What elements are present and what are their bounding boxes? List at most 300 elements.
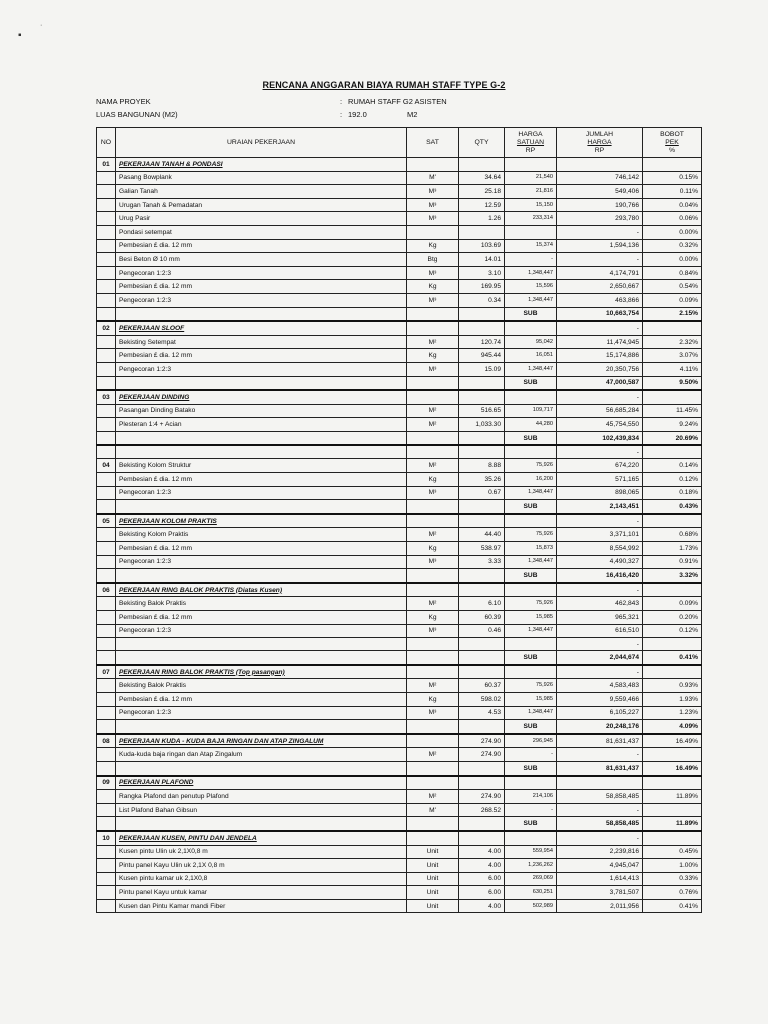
cell-harga: 15,150 bbox=[505, 198, 557, 212]
table-row bbox=[97, 253, 702, 267]
cell-harga: 15,374 bbox=[505, 239, 557, 253]
cell-no bbox=[97, 266, 116, 280]
cell-jumlah: 9,559,466 bbox=[557, 692, 643, 706]
cell-uraian: Pembesian £ dia. 12 mm bbox=[116, 542, 407, 556]
cell-bobot: 0.00% bbox=[643, 225, 702, 239]
scan-speck: ▪ bbox=[18, 30, 22, 41]
cell-qty: 274.90 bbox=[459, 748, 505, 762]
subtotal-row bbox=[97, 500, 702, 514]
subtotal-jumlah: 20,248,176 bbox=[557, 720, 643, 734]
cell-bobot: 1.73% bbox=[643, 542, 702, 556]
table-row bbox=[97, 803, 702, 817]
cell-jumlah: 4,945,047 bbox=[557, 859, 643, 873]
cell-qty: 44.40 bbox=[459, 528, 505, 542]
header-line: % bbox=[668, 146, 676, 154]
subtotal-label: SUB bbox=[505, 500, 557, 514]
cell-jumlah: 674,220 bbox=[557, 459, 643, 473]
cell-qty: 34.64 bbox=[459, 171, 505, 185]
cell-uraian: Pondasi setempat bbox=[116, 225, 407, 239]
cell-sat bbox=[407, 583, 459, 597]
cell-no: 02 bbox=[97, 321, 116, 335]
cell-uraian: Galian Tanah bbox=[116, 185, 407, 199]
cell-harga: 75,926 bbox=[505, 679, 557, 693]
cell-no bbox=[97, 859, 116, 873]
cell-harga: 502,989 bbox=[505, 899, 557, 913]
cell-uraian: PEKERJAAN KOLOM PRAKTIS bbox=[116, 514, 407, 528]
cell-uraian bbox=[116, 500, 407, 514]
cell-bobot: 0.33% bbox=[643, 872, 702, 886]
cell-empty bbox=[97, 638, 116, 651]
cell-qty: 3.33 bbox=[459, 555, 505, 569]
cell-qty: 0.67 bbox=[459, 486, 505, 500]
cell-uraian: Pengecoran 1:2:3 bbox=[116, 362, 407, 376]
cell-harga: 296,945 bbox=[505, 734, 557, 748]
table-row bbox=[97, 845, 702, 859]
cell-no bbox=[97, 803, 116, 817]
cell-uraian: PEKERJAAN KUSEN, PINTU DAN JENDELA bbox=[116, 831, 407, 845]
cell-no bbox=[97, 198, 116, 212]
cell-harga: - bbox=[505, 748, 557, 762]
cell-harga: 1,348,447 bbox=[505, 362, 557, 376]
cell-no bbox=[97, 555, 116, 569]
subtotal-label: SUB bbox=[505, 720, 557, 734]
cell-bobot bbox=[643, 158, 702, 172]
header-line: RP bbox=[525, 146, 536, 154]
cell-no bbox=[97, 293, 116, 307]
cell-empty bbox=[643, 445, 702, 459]
cell-bobot: 11.89% bbox=[643, 790, 702, 804]
meta-sep: : bbox=[340, 110, 343, 119]
cell-bobot bbox=[643, 748, 702, 762]
cell-qty bbox=[459, 500, 505, 514]
cell-uraian: Pembesian £ dia. 12 mm bbox=[116, 692, 407, 706]
cell-empty bbox=[116, 638, 407, 651]
cell-bobot bbox=[643, 665, 702, 679]
cell-sat: M' bbox=[407, 171, 459, 185]
cell-sat: M³ bbox=[407, 293, 459, 307]
cell-sat: Btg bbox=[407, 253, 459, 267]
cell-qty: 1,033.30 bbox=[459, 418, 505, 432]
cell-uraian: PEKERJAAN RING BALOK PRAKTIS (Diatas Kusen) bbox=[116, 583, 407, 597]
cell-qty: 4.00 bbox=[459, 899, 505, 913]
table-row bbox=[97, 611, 702, 625]
cell-qty bbox=[459, 390, 505, 404]
cell-sat: M² bbox=[407, 418, 459, 432]
subtotal-label: SUB bbox=[505, 761, 557, 775]
table-row bbox=[97, 555, 702, 569]
subtotal-jumlah: 16,416,420 bbox=[557, 569, 643, 583]
subtotal-label: SUB bbox=[505, 376, 557, 390]
cell-sat bbox=[407, 831, 459, 845]
cell-qty bbox=[459, 376, 505, 390]
cell-uraian bbox=[116, 307, 407, 321]
table-row bbox=[97, 473, 702, 487]
cell-harga: 269,069 bbox=[505, 872, 557, 886]
cell-empty bbox=[459, 445, 505, 459]
cell-harga: 1,348,447 bbox=[505, 266, 557, 280]
table-row bbox=[97, 266, 702, 280]
cell-qty: 120.74 bbox=[459, 335, 505, 349]
cell-no: 09 bbox=[97, 776, 116, 790]
cell-qty bbox=[459, 817, 505, 831]
cell-sat: M² bbox=[407, 528, 459, 542]
cell-bobot: 0.91% bbox=[643, 555, 702, 569]
cell-no bbox=[97, 692, 116, 706]
cell-qty: 598.02 bbox=[459, 692, 505, 706]
cell-bobot: 11.45% bbox=[643, 404, 702, 418]
table-row bbox=[97, 886, 702, 900]
scan-speck: · bbox=[40, 22, 43, 29]
subtotal-row bbox=[97, 651, 702, 665]
table-row bbox=[97, 748, 702, 762]
cell-sat: Kg bbox=[407, 239, 459, 253]
table-row bbox=[97, 225, 702, 239]
table-header bbox=[97, 128, 702, 158]
subtotal-bobot: 9.50% bbox=[643, 376, 702, 390]
cell-bobot: 0.06% bbox=[643, 212, 702, 226]
cell-jumlah: 1,614,413 bbox=[557, 872, 643, 886]
cell-sat: M³ bbox=[407, 706, 459, 720]
cell-sat: M² bbox=[407, 459, 459, 473]
subtotal-jumlah: 2,143,451 bbox=[557, 500, 643, 514]
budget-table bbox=[96, 127, 702, 913]
cell-empty bbox=[643, 638, 702, 651]
header-line: PEK bbox=[665, 138, 679, 146]
cell-harga: 75,926 bbox=[505, 597, 557, 611]
subtotal-jumlah: 81,631,437 bbox=[557, 761, 643, 775]
cell-sat bbox=[407, 158, 459, 172]
cell-jumlah: 4,490,327 bbox=[557, 555, 643, 569]
cell-uraian: PEKERJAAN KUDA - KUDA BAJA RINGAN DAN ATAP ZINGALUM bbox=[116, 734, 407, 748]
cell-bobot: 0.15% bbox=[643, 171, 702, 185]
cell-harga: 44,280 bbox=[505, 418, 557, 432]
cell-jumlah: 2,650,667 bbox=[557, 280, 643, 294]
subtotal-row bbox=[97, 569, 702, 583]
cell-uraian: Plesteran 1:4 + Acian bbox=[116, 418, 407, 432]
cell-harga bbox=[505, 514, 557, 528]
table-row bbox=[97, 362, 702, 376]
subtotal-bobot: 2.15% bbox=[643, 307, 702, 321]
table-row bbox=[97, 293, 702, 307]
cell-harga bbox=[505, 665, 557, 679]
section-row bbox=[97, 321, 702, 335]
table-row bbox=[97, 280, 702, 294]
cell-uraian: Pengecoran 1:2:3 bbox=[116, 555, 407, 569]
cell-harga: 15,596 bbox=[505, 280, 557, 294]
cell-qty: 274.90 bbox=[459, 790, 505, 804]
cell-uraian: Pengecoran 1:2:3 bbox=[116, 266, 407, 280]
cell-bobot: 0.14% bbox=[643, 459, 702, 473]
cell-sat: Unit bbox=[407, 886, 459, 900]
cell-uraian: Pengecoran 1:2:3 bbox=[116, 706, 407, 720]
cell-bobot: 0.84% bbox=[643, 266, 702, 280]
cell-no: 04 bbox=[97, 459, 116, 473]
cell-harga: 1,348,447 bbox=[505, 486, 557, 500]
cell-bobot bbox=[643, 390, 702, 404]
cell-jumlah: - bbox=[557, 748, 643, 762]
cell-jumlah: - bbox=[557, 665, 643, 679]
cell-bobot: 0.00% bbox=[643, 253, 702, 267]
cell-uraian: PEKERJAAN PLAFOND bbox=[116, 776, 407, 790]
cell-qty: 60.39 bbox=[459, 611, 505, 625]
cell-qty: 35.26 bbox=[459, 473, 505, 487]
cell-qty: 6.10 bbox=[459, 597, 505, 611]
subtotal-label: SUB bbox=[505, 817, 557, 831]
subtotal-row bbox=[97, 376, 702, 390]
table-row bbox=[97, 239, 702, 253]
meta-sep: : bbox=[340, 97, 343, 106]
cell-qty bbox=[459, 583, 505, 597]
cell-jumlah: 463,866 bbox=[557, 293, 643, 307]
cell-uraian: Pengecoran 1:2:3 bbox=[116, 624, 407, 638]
cell-jumlah: 616,510 bbox=[557, 624, 643, 638]
cell-sat: M² bbox=[407, 790, 459, 804]
subtotal-bobot: 11.89% bbox=[643, 817, 702, 831]
cell-bobot: 0.18% bbox=[643, 486, 702, 500]
cell-sat bbox=[407, 431, 459, 445]
cell-sat bbox=[407, 514, 459, 528]
cell-harga: 21,816 bbox=[505, 185, 557, 199]
cell-uraian: Kuda-kuda baja ringan dan Atap Zingalum bbox=[116, 748, 407, 762]
cell-jumlah: 462,843 bbox=[557, 597, 643, 611]
cell-jumlah: 746,142 bbox=[557, 171, 643, 185]
cell-no bbox=[97, 376, 116, 390]
cell-sat: M² bbox=[407, 335, 459, 349]
cell-sat: Kg bbox=[407, 542, 459, 556]
cell-jumlah: 2,011,956 bbox=[557, 899, 643, 913]
cell-jumlah: 20,350,756 bbox=[557, 362, 643, 376]
cell-sat: Kg bbox=[407, 280, 459, 294]
cell-empty bbox=[116, 445, 407, 459]
cell-bobot bbox=[643, 776, 702, 790]
subtotal-jumlah: 47,000,587 bbox=[557, 376, 643, 390]
cell-harga: 233,314 bbox=[505, 212, 557, 226]
cell-bobot: 0.76% bbox=[643, 886, 702, 900]
meta-value: RUMAH STAFF G2 ASISTEN bbox=[348, 97, 447, 106]
cell-bobot bbox=[643, 583, 702, 597]
cell-no bbox=[97, 171, 116, 185]
cell-bobot bbox=[643, 321, 702, 335]
cell-qty bbox=[459, 431, 505, 445]
header-line: HARGA bbox=[587, 138, 612, 146]
cell-harga: 15,985 bbox=[505, 611, 557, 625]
cell-harga bbox=[505, 158, 557, 172]
cell-no: 06 bbox=[97, 583, 116, 597]
cell-qty: 516.65 bbox=[459, 404, 505, 418]
cell-bobot: 0.04% bbox=[643, 198, 702, 212]
subtotal-jumlah: 102,439,834 bbox=[557, 431, 643, 445]
subtotal-bobot: 3.32% bbox=[643, 569, 702, 583]
cell-harga: 559,954 bbox=[505, 845, 557, 859]
table-row bbox=[97, 198, 702, 212]
cell-uraian: Pengecoran 1:2:3 bbox=[116, 486, 407, 500]
cell-jumlah: 3,371,101 bbox=[557, 528, 643, 542]
cell-harga: 630,251 bbox=[505, 886, 557, 900]
cell-harga: 16,200 bbox=[505, 473, 557, 487]
cell-harga: 95,042 bbox=[505, 335, 557, 349]
cell-sat: M³ bbox=[407, 624, 459, 638]
cell-sat bbox=[407, 321, 459, 335]
cell-jumlah: - bbox=[557, 638, 643, 651]
cell-uraian: Urug Pasir bbox=[116, 212, 407, 226]
cell-bobot: 16.49% bbox=[643, 734, 702, 748]
cell-bobot: 0.11% bbox=[643, 185, 702, 199]
cell-bobot bbox=[643, 514, 702, 528]
cell-qty: 0.46 bbox=[459, 624, 505, 638]
cell-qty: 60.37 bbox=[459, 679, 505, 693]
cell-jumlah bbox=[557, 158, 643, 172]
cell-bobot: 0.32% bbox=[643, 239, 702, 253]
table-row bbox=[97, 872, 702, 886]
cell-jumlah bbox=[557, 776, 643, 790]
cell-no bbox=[97, 679, 116, 693]
cell-qty: 538.97 bbox=[459, 542, 505, 556]
cell-no bbox=[97, 431, 116, 445]
cell-jumlah: 898,065 bbox=[557, 486, 643, 500]
cell-sat bbox=[407, 307, 459, 321]
cell-harga: 15,873 bbox=[505, 542, 557, 556]
cell-qty bbox=[459, 569, 505, 583]
cell-no bbox=[97, 528, 116, 542]
header-qty: QTY bbox=[459, 128, 505, 158]
cell-bobot bbox=[643, 803, 702, 817]
cell-harga bbox=[505, 583, 557, 597]
cell-no bbox=[97, 790, 116, 804]
header-no: NO bbox=[97, 128, 116, 158]
cell-qty: 4.53 bbox=[459, 706, 505, 720]
section-row bbox=[97, 514, 702, 528]
cell-jumlah: 2,239,816 bbox=[557, 845, 643, 859]
subtotal-label: SUB bbox=[505, 307, 557, 321]
cell-bobot: 1.00% bbox=[643, 859, 702, 873]
cell-bobot: 0.93% bbox=[643, 679, 702, 693]
cell-bobot: 0.09% bbox=[643, 293, 702, 307]
cell-qty: 12.59 bbox=[459, 198, 505, 212]
cell-qty: 945.44 bbox=[459, 349, 505, 363]
subtotal-bobot: 0.43% bbox=[643, 500, 702, 514]
cell-sat bbox=[407, 720, 459, 734]
cell-jumlah: - bbox=[557, 225, 643, 239]
subtotal-bobot: 0.41% bbox=[643, 651, 702, 665]
cell-jumlah: 6,105,227 bbox=[557, 706, 643, 720]
table-row bbox=[97, 212, 702, 226]
cell-bobot: 1.93% bbox=[643, 692, 702, 706]
cell-jumlah: - bbox=[557, 583, 643, 597]
cell-jumlah: - bbox=[557, 445, 643, 459]
cell-qty: 274.90 bbox=[459, 734, 505, 748]
cell-harga: 1,348,447 bbox=[505, 293, 557, 307]
cell-qty bbox=[459, 665, 505, 679]
cell-qty bbox=[459, 761, 505, 775]
cell-qty: 6.00 bbox=[459, 872, 505, 886]
cell-sat: Kg bbox=[407, 611, 459, 625]
header-line: BOBOT bbox=[660, 130, 684, 138]
cell-sat: M³ bbox=[407, 486, 459, 500]
cell-sat bbox=[407, 817, 459, 831]
cell-qty bbox=[459, 307, 505, 321]
cell-no bbox=[97, 486, 116, 500]
cell-no: 08 bbox=[97, 734, 116, 748]
cell-harga: 75,926 bbox=[505, 459, 557, 473]
header-bobot bbox=[643, 128, 702, 158]
document-title: RENCANA ANGGARAN BIAYA RUMAH STAFF TYPE G-2 bbox=[262, 80, 506, 90]
cell-uraian bbox=[116, 651, 407, 665]
cell-uraian: Kusen dan Pintu Kamar mandi Fiber bbox=[116, 899, 407, 913]
cell-no bbox=[97, 845, 116, 859]
cell-uraian: Kusen pintu Ulin uk 2,1X0,8 m bbox=[116, 845, 407, 859]
cell-sat: M³ bbox=[407, 362, 459, 376]
cell-qty bbox=[459, 158, 505, 172]
cell-harga: 1,348,447 bbox=[505, 624, 557, 638]
cell-no bbox=[97, 253, 116, 267]
cell-uraian: Bekisting Balok Praktis bbox=[116, 597, 407, 611]
table-row bbox=[97, 171, 702, 185]
cell-no bbox=[97, 185, 116, 199]
table-row bbox=[97, 335, 702, 349]
cell-qty: 103.69 bbox=[459, 239, 505, 253]
cell-jumlah: - bbox=[557, 831, 643, 845]
cell-no bbox=[97, 225, 116, 239]
cell-qty: 14.01 bbox=[459, 253, 505, 267]
cell-no bbox=[97, 418, 116, 432]
header-uraian: URAIAN PEKERJAAN bbox=[116, 128, 407, 158]
cell-uraian: Bekisting Setempat bbox=[116, 335, 407, 349]
cell-no bbox=[97, 500, 116, 514]
section-row bbox=[97, 734, 702, 748]
cell-uraian: Pembesian £ dia. 12 mm bbox=[116, 349, 407, 363]
cell-empty bbox=[407, 638, 459, 651]
meta-label: NAMA PROYEK bbox=[96, 97, 151, 106]
cell-qty bbox=[459, 225, 505, 239]
subtotal-row bbox=[97, 431, 702, 445]
cell-sat: Unit bbox=[407, 859, 459, 873]
cell-sat bbox=[407, 376, 459, 390]
cell-no bbox=[97, 720, 116, 734]
cell-sat: M³ bbox=[407, 212, 459, 226]
cell-jumlah: 549,406 bbox=[557, 185, 643, 199]
cell-jumlah: 8,554,992 bbox=[557, 542, 643, 556]
cell-sat bbox=[407, 569, 459, 583]
cell-no: 03 bbox=[97, 390, 116, 404]
header-line: RP bbox=[594, 146, 605, 154]
cell-no: 07 bbox=[97, 665, 116, 679]
subtotal-row bbox=[97, 307, 702, 321]
subtotal-row bbox=[97, 761, 702, 775]
cell-uraian: Pembesian £ dia. 12 mm bbox=[116, 611, 407, 625]
cell-jumlah: 4,583,483 bbox=[557, 679, 643, 693]
cell-sat: M³ bbox=[407, 266, 459, 280]
cell-bobot bbox=[643, 831, 702, 845]
cell-uraian: PEKERJAAN DINDING bbox=[116, 390, 407, 404]
cell-no bbox=[97, 611, 116, 625]
cell-no bbox=[97, 280, 116, 294]
table-row bbox=[97, 679, 702, 693]
table-row bbox=[97, 459, 702, 473]
cell-jumlah: 190,766 bbox=[557, 198, 643, 212]
cell-uraian bbox=[116, 761, 407, 775]
cell-uraian: List Plafond Bahan Gibsun bbox=[116, 803, 407, 817]
cell-uraian: Besi Beton Ø 10 mm bbox=[116, 253, 407, 267]
cell-uraian: Bekisting Kolom Struktur bbox=[116, 459, 407, 473]
header-jumlah bbox=[557, 128, 643, 158]
meta-label: LUAS BANGUNAN (M2) bbox=[96, 110, 178, 119]
cell-jumlah: - bbox=[557, 803, 643, 817]
cell-jumlah: - bbox=[557, 321, 643, 335]
cell-no bbox=[97, 817, 116, 831]
table-row bbox=[97, 418, 702, 432]
table-row bbox=[97, 624, 702, 638]
cell-sat: Kg bbox=[407, 692, 459, 706]
